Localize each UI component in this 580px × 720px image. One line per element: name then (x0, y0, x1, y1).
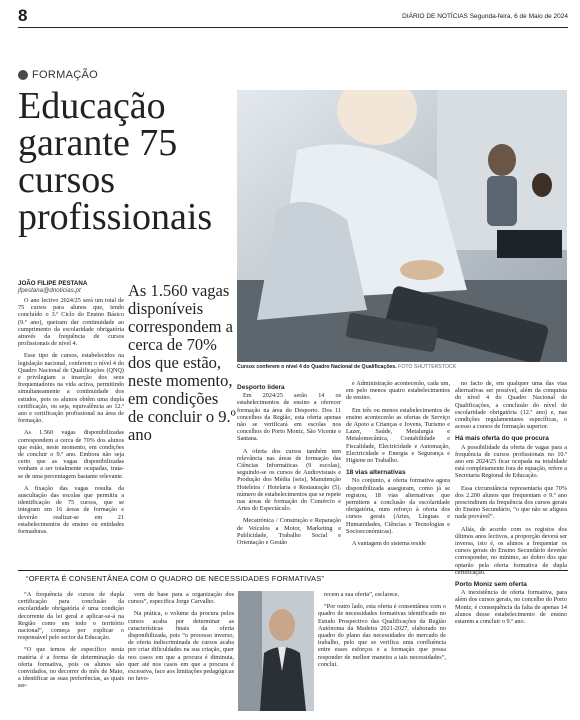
paragraph: e Administração acontecerão, cada um, em pelo menos quatro estabelecimentos de ensino. (346, 380, 450, 402)
page-header (18, 4, 568, 28)
paragraph: As 1.560 vagas disponibilizadas correspondem a cerca de 70% dos alunos que estão, neste momento, em condições de concluir o 9.º ano. Embora não seja certo que as vagas disponibilizadas venham a ser totalmente ocupadas, trata-se de uma percentagem bastante relevante. (18, 429, 124, 480)
portrait-photo (238, 591, 314, 711)
main-photo (237, 90, 567, 362)
author-email: jfpestana@dnoticias.pt (18, 287, 81, 294)
paragraph: no facto de, em qualquer uma das vias alternativas ser possível, além da conquista do nível 4 do Quadro Nacional de Qualificações, a conclusão do nível de escolaridade obrigatória (12.º ano) e, nas condições regulamentares específicas, o acesso a cursos de formação superior. (455, 380, 567, 431)
photo-caption (237, 364, 567, 370)
paragraph: Aliás, de acordo com os registos dos últimos anos lectivos, a proporção deverá ser inversa, isto é, os alunos a frequentar os cursos gerais do Ensino Secundário deverão corresponder, no mínimo, ao dobro dos que optarão pela oferta formativa de dupla certificação. (455, 525, 567, 576)
page-number: 8 (18, 6, 28, 25)
paragraph: A vantagem do sistema reside (352, 540, 426, 548)
paragraph: “A frequência de cursos de dupla certificação para conclusão da escolaridade obrigatória é uma condição decorrente da lei geral e aplicar-se-á na Região como em todo o território nacional”, começa por explicar o responsável pelo sector da Educação. (18, 591, 124, 642)
paragraph: Mecatrónica / Construção e Reparação de Veículos a Motor, Marketing e Publicidade, Trabalho Social e Orientação e Gestão (237, 517, 341, 547)
portrait-illustration (238, 591, 314, 711)
paragraph: “O que temos de específico nesta matéria é a forma de determinação da oferta formativa, pois os alunos são convidados, no decorrer do mês de Maio, a identificar as suas preferências, as quais ser- (18, 646, 124, 690)
article-column-1 (18, 297, 124, 540)
author-name: JOÃO FILIPE PESTANA (18, 280, 88, 287)
subheading: Porto Moniz sem oferta (455, 581, 527, 589)
byline (18, 280, 128, 294)
paragraph: Em três ou menos estabelecimentos de ensino acontecerão as ofertas de Serviço de Apoio a Crianças e Jovens, Turismo e Lazer, Saúde, Metalurgia e Metalomecânica, Contabilidade e Fiscalidade, Electricidade e Automação, Electricidade e Energia e Segurança e Higiene no Trabalho. (346, 406, 450, 465)
paragraph: A inexistência de oferta formativa, para além dos cursos gerais, no concelho do Porto Moniz, é consequência da falta de apenas 14 alunos desse estabelecimento de ensino estarem a concluir o 9.º ano. (455, 589, 567, 626)
paragraph: vem de base para a organização dos cursos”, especifica Jorge Carvalho. (128, 591, 234, 606)
headline: Educação garante 75 cursos profissionais (18, 85, 213, 238)
article-column-4 (455, 380, 567, 630)
paragraph: A possibilidade da oferta de vagas para a frequência de cursos profissionais no 10.º ano em 2024/25 ficar ocupada na totalidade está completamente fora de equação, refere a Secretaria Regional de Educação. (455, 443, 567, 480)
subheading: 18 vias alternativas (346, 469, 406, 477)
paragraph: Essa circunstância representaria que 70% dos 2.200 alunos que frequentam o 9.º ano prescindiram da frequência dos cursos gerais do Ensino Secundário, “o que não se afigura nada provável”. (455, 484, 567, 521)
box-divider (18, 570, 568, 571)
paragraph: Esse tipo de cursos, estabelecidos na legislação nacional, conferem o nível 4 do Quadro Nacional de Qualificações (QNQ) e privilegiam a inserção dos seus frequentadores na vida activa, permitindo simultaneamente a continuidade dos estudos, pois os alunos obtêm uma dupla certificação, ou seja, equivalência ao 12.º ano e certificação profissional na área de formação. (18, 352, 124, 425)
classroom-photo-illustration (237, 90, 567, 362)
box-column-1 (18, 591, 124, 695)
box-title: “OFERTA É CONSENTÂNEA COM O QUADRO DE NECESSIDADES FORMATIVAS” (26, 574, 325, 583)
subheading: Desporto lidera (237, 384, 285, 391)
article-column-2 (237, 380, 341, 551)
section-tag (18, 69, 98, 81)
paragraph: A oferta dos cursos também tem relevância nas áreas de formação das Ciências Informáticas (9 escolas), seguindo-se os cursos de Audiovisuais e Produção dos Média (seis), Manutenção Hoteleira / Hotelaria e Restauração (5), número de estabelecimentos que se repete nas áreas de formação do Comércio e Artes do Espectáculo. (237, 447, 341, 513)
photo-credit: FOTO SHUTTERSTOCK (398, 364, 457, 370)
paragraph: “Por outro lado, esta oferta é consentânea com o quadro de necessidades formativas identificado no Estudo Prospectivo das Qualificações da Região Autónoma da Madeira 2021-2027, elaborado no quadro do plano das necessidades do mercado de trabalho, pelo que se verifica uma confluência entre esses esforços e a formação que possa responder de melhor maneira a tais necessidades”, conclui. (318, 603, 446, 668)
subheading: Há mais oferta do que procura (455, 435, 549, 443)
caption-text: Cursos conferem o nível 4 do Quadro Nacional de Qualificações. (237, 364, 397, 370)
paragraph: No conjunto, a oferta formativa agora disponibilizada asseguram, como já se registou, 18 vias alternativas que permitem a conclusão da escolaridade obrigatória, num reforço à oferta dos cursos gerais (Artes, Línguas e Humanidades, Ciências e Tecnologias e Socioeconómicas). (346, 477, 450, 535)
pull-quote: As 1.560 vagas disponíveis correspondem a cerca de 70% dos que estão, neste momento, em condições de concluir o 9.º ano (128, 281, 236, 444)
paragraph: Em 2024/25 serão 14 os estabelecimentos de ensino a oferecer formação na área do Desporto. Dos 11 concelhos da Região, esta oferta apenas não se verificará em escolas nos concelhos do Porto Moniz, São Vicente e Santana. (237, 392, 341, 443)
box-column-3 (318, 591, 446, 673)
paragraph: recem a sua oferta”, esclarece. (324, 591, 400, 598)
paragraph: O ano lectivo 2024/25 será um total de 75 cursos para alunos que, tendo concluído o 3.º Ciclo do Ensino Básico (9.º ano), queiram dar continuidade ao cumprimento da escolaridade obrigatória através da frequência de cursos profissionais de nível 4. (18, 297, 124, 348)
section-label: FORMAÇÃO (32, 69, 98, 81)
publication-info: DIÁRIO DE NOTÍCIAS Segunda-feira, 6 de Maio de 2024 (402, 13, 568, 20)
article-column-3 (346, 380, 450, 552)
paragraph: Na prática, o volume da procura pelos cursos acaba por determinar as características finais da oferta disponibilizada, pois “o processo inverso, de oferta indiscriminada de cursos acaba por criar dificuldades na sua criação, quer nos casos em que a procura é diminuta, quer até nos casos em que a procura é excessiva, face aos limitações pedagógicas no favo- (128, 610, 235, 683)
paragraph: A fixação das vagas resulta da auscultação das escolas que permitiu a identificação de 75 cursos, que se integram em 16 áreas de formação e deverão realizar-se em 21 estabelecimentos de ensino ou entidades formadoras. (18, 484, 124, 536)
bullet-icon (18, 70, 28, 80)
box-column-2 (128, 591, 234, 687)
